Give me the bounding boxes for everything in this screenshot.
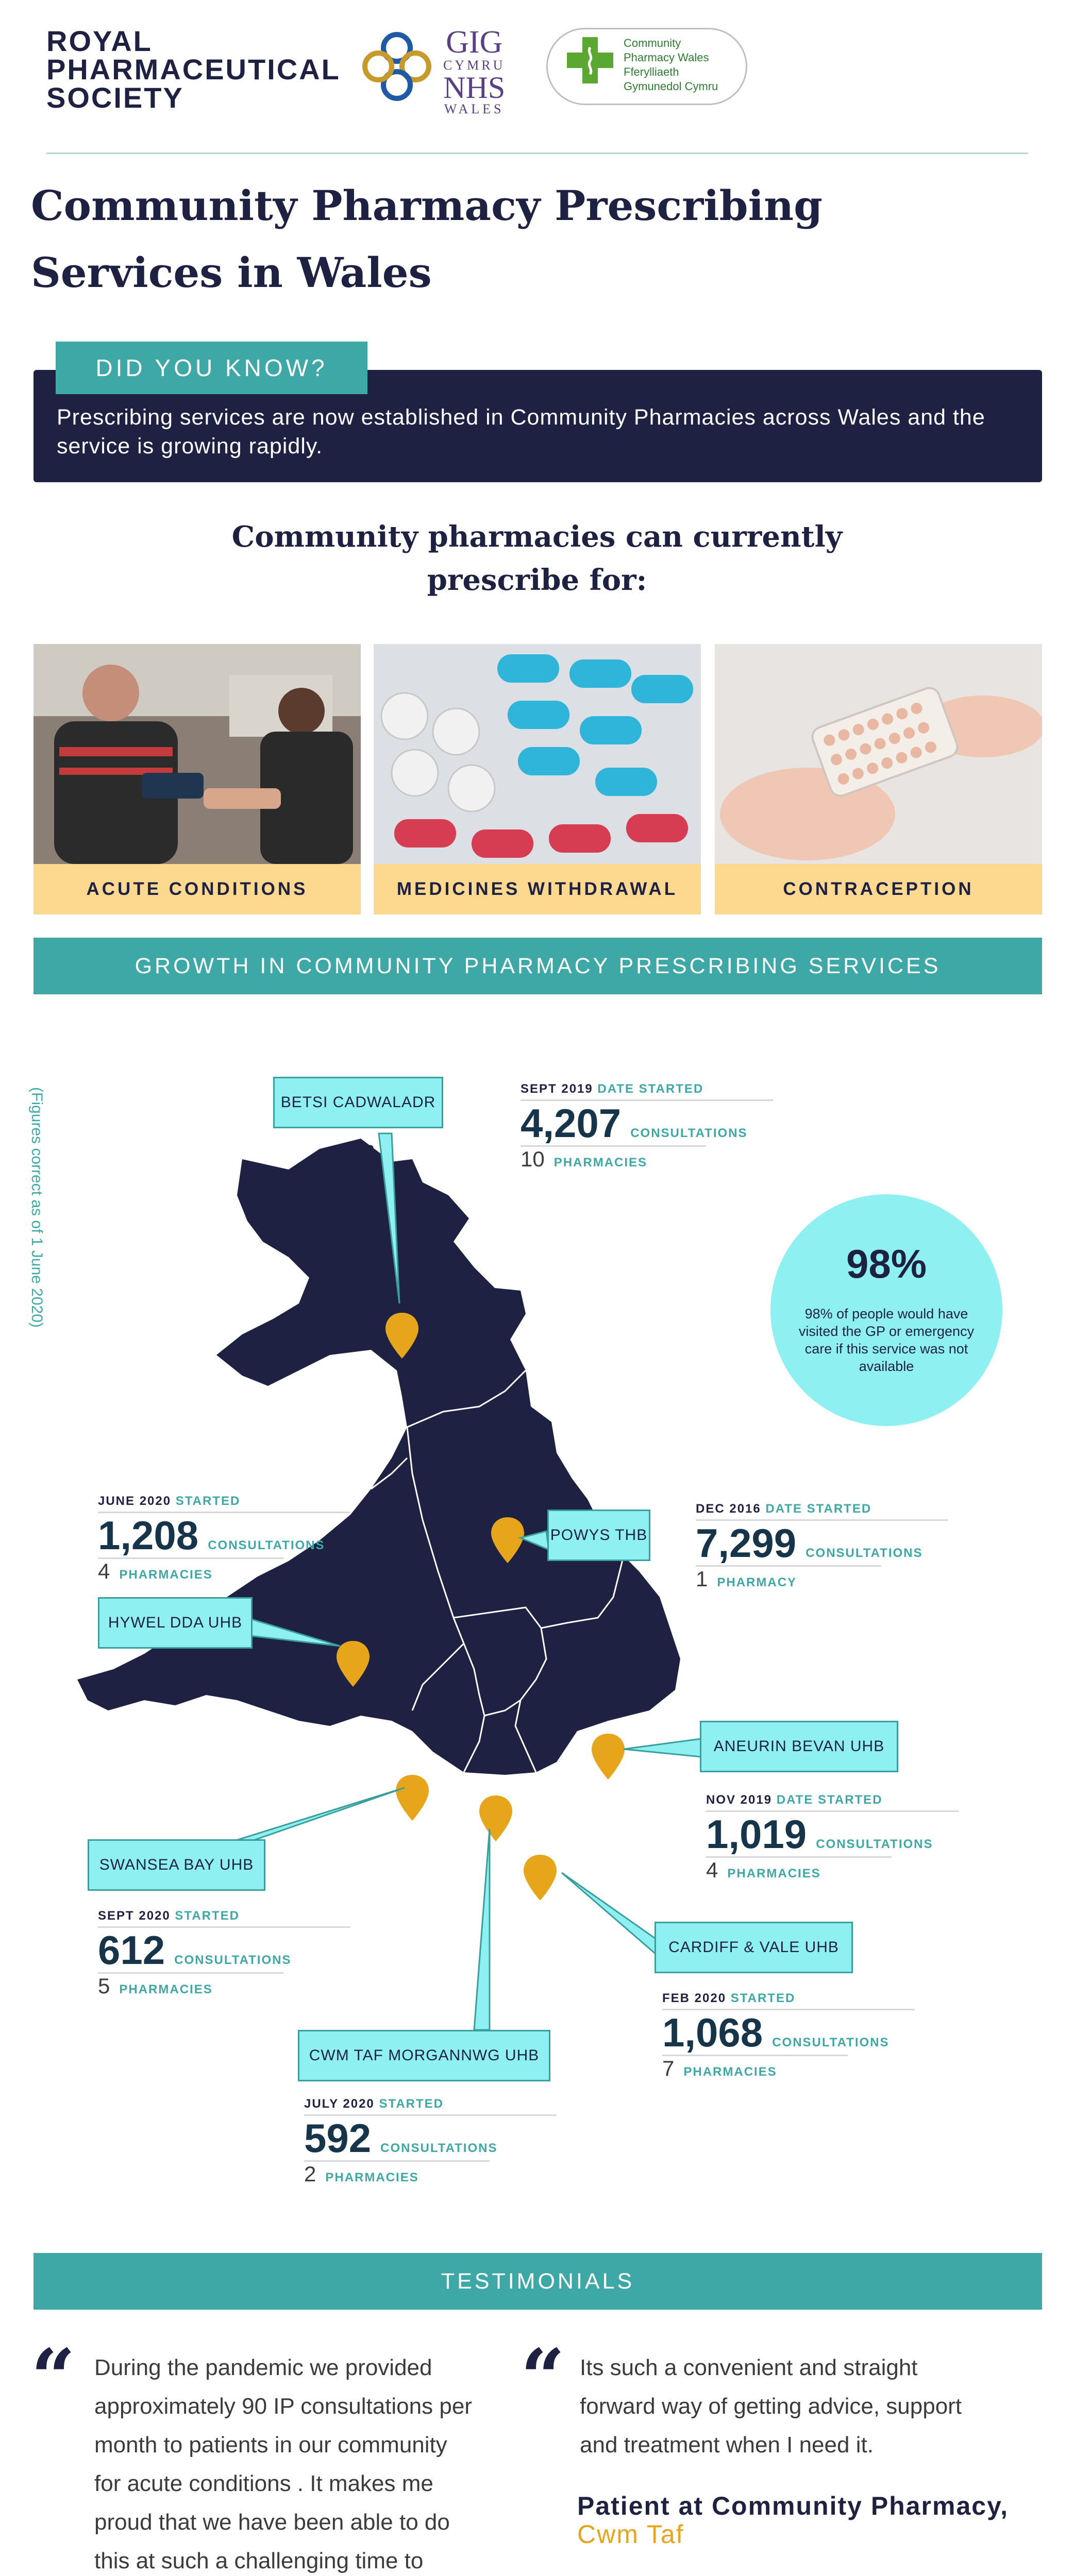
testimonial-line: During the pandemic we provided [94, 2355, 432, 2380]
gig-cymru-nhs-wales-logo [443, 27, 505, 116]
testimonial-1-text [94, 2348, 543, 2576]
pills-photo-icon [374, 644, 701, 864]
stat-pharmacies: 1 [696, 1567, 708, 1591]
stat-cardiff [662, 1991, 915, 2081]
stat-circle-98 [770, 1194, 1002, 1426]
stat-pharmacies-label: PHARMACIES [727, 1867, 821, 1880]
service-card-contraception [715, 644, 1042, 914]
stat-pharmacies-label: PHARMACIES [553, 1156, 648, 1170]
figures-note-text: (Figures correct as of 1 June 2020) [28, 1087, 45, 1328]
stat-consultations: 4,207 [521, 1100, 622, 1146]
stat-consultations: 1,068 [662, 2010, 763, 2055]
testimonial-2-name: Patient at Community Pharmacy, [577, 2492, 1009, 2520]
stat-pharmacies-label: PHARMACIES [683, 2065, 777, 2079]
stat-consultations-label: CONSULTATIONS [380, 2141, 498, 2155]
did-you-know-label: DID YOU KNOW? [56, 342, 367, 394]
nhs-text: NHS [443, 71, 506, 105]
stat-betsi [521, 1082, 773, 1172]
stat-cwm-taf [304, 2097, 557, 2187]
stat-circle-text: 98% of people would have visited the GP or emergency care if this service was not available [798, 1306, 975, 1374]
service-label-contraception: CONTRACEPTION [715, 864, 1042, 914]
stat-pharmacies: 2 [304, 2162, 316, 2186]
cpw-line: Pharmacy Wales [624, 51, 709, 64]
testimonial-line: approximately 90 IP consultations per [94, 2394, 472, 2419]
stat-pharmacies-label: PHARMACY [717, 1575, 797, 1589]
callout-hywel: HYWEL DDA UHB [98, 1597, 253, 1649]
cpw-logo-text [624, 36, 718, 94]
rps-logo-line: ROYAL [46, 25, 153, 57]
rps-logo-line: PHARMACEUTICAL [46, 53, 341, 86]
stat-pharmacies: 5 [98, 1974, 110, 1998]
service-label-medicines: MEDICINES WITHDRAWAL [374, 864, 701, 914]
stat-pharmacies: 4 [706, 1858, 718, 1882]
stat-tag: DATE STARTED [597, 1082, 704, 1096]
callout-betsi: BETSI CADWALADR UHB [273, 1077, 443, 1128]
stat-consultations: 1,208 [98, 1513, 199, 1558]
callout-aneurin: ANEURIN BEVAN UHB [700, 1721, 898, 1772]
stat-consultations-label: CONSULTATIONS [806, 1546, 923, 1560]
pin-aneurin-icon [592, 1734, 625, 1780]
testimonial-line: for acute conditions . It makes me [94, 2471, 433, 2496]
stat-pharmacies: 7 [662, 2056, 675, 2080]
service-label-acute: ACUTE CONDITIONS [33, 864, 361, 914]
stat-tag: STARTED [730, 1991, 796, 2005]
wales-map-shape [77, 1139, 680, 1775]
pin-cwm-taf-icon [479, 1795, 512, 1841]
pin-swansea-icon [396, 1775, 429, 1821]
stat-consultations-label: CONSULTATIONS [208, 1538, 325, 1552]
testimonial-2-place: Cwm Taf [577, 2520, 684, 2549]
stat-aneurin [706, 1793, 959, 1883]
testimonial-line: Its such a convenient and straight [580, 2355, 918, 2380]
stat-date: SEPT 2019 [521, 1082, 593, 1096]
stat-tag: DATE STARTED [776, 1793, 883, 1807]
stat-consultations: 1,019 [706, 1811, 807, 1857]
stat-tag: STARTED [175, 1909, 240, 1923]
stat-consultations: 592 [304, 2115, 372, 2161]
stat-date: NOV 2019 [706, 1793, 773, 1807]
stat-swansea [98, 1909, 350, 1998]
testimonial-2-text [580, 2348, 1044, 2464]
stat-consultations-label: CONSULTATIONS [174, 1953, 292, 1967]
pharmacy-cross-icon [564, 32, 616, 94]
cpw-line: Community [624, 37, 681, 49]
contraceptive-pack-photo-icon [715, 644, 1042, 864]
stat-powys [696, 1502, 948, 1591]
stat-date: JULY 2020 [304, 2097, 375, 2111]
rps-logo-line: SOCIETY [46, 81, 184, 114]
stat-pharmacies-label: PHARMACIES [325, 2171, 419, 2184]
pin-cardiff-icon [524, 1855, 557, 1901]
testimonial-line: month to patients in our community [94, 2432, 447, 2458]
did-you-know-text: Prescribing services are now established in Community Pharmacies across Wales and the service is growing rapidly. [57, 405, 985, 459]
stat-consultations-label: CONSULTATIONS [630, 1126, 748, 1140]
testimonials-banner: TESTIMONIALS [33, 2253, 1042, 2310]
testimonial-line: this at such a challenging time to [94, 2548, 424, 2573]
prescribe-heading: Community pharmacies can currently prescribe for: [231, 520, 843, 597]
stat-consultations-label: CONSULTATIONS [772, 2036, 890, 2049]
service-card-medicines [374, 644, 701, 914]
stat-tag: STARTED [379, 2097, 444, 2111]
cpw-line: Gymunedol Cymru [624, 80, 718, 93]
header-divider [46, 152, 1028, 154]
stat-date: JUNE 2020 [98, 1494, 172, 1508]
cpw-line: Fferylliaeth [624, 65, 679, 78]
testimonial-line: forward way of getting advice, support [580, 2394, 962, 2419]
callout-cwm-taf: CWM TAF MORGANNWG UHB [298, 2030, 550, 2081]
callout-cardiff: CARDIFF & VALE UHB [655, 1922, 853, 1973]
stat-tag: DATE STARTED [765, 1502, 872, 1516]
quote-mark-icon: “ [31, 2332, 76, 2423]
stat-date: FEB 2020 [662, 1991, 727, 2005]
stat-consultations-label: CONSULTATIONS [816, 1837, 933, 1851]
quote-mark-icon: “ [521, 2332, 565, 2423]
stat-pharmacies: 10 [521, 1147, 545, 1171]
stat-circle-value: 98% [846, 1241, 927, 1286]
cymru-text: CYMRU [443, 58, 506, 73]
stat-consultations: 7,299 [696, 1520, 797, 1566]
gig-text: GIG [446, 25, 503, 60]
testimonial-line: proud that we have been able to do [94, 2510, 450, 2535]
rps-logo [46, 27, 341, 112]
stat-pharmacies-label: PHARMACIES [119, 1568, 213, 1582]
callout-powys: POWYS THB [547, 1510, 650, 1561]
stat-pharmacies-label: PHARMACIES [119, 1982, 213, 1996]
testimonial-line: and treatment when I need it. [580, 2432, 874, 2458]
stat-pharmacies: 4 [98, 1559, 110, 1583]
wales-text: WALES [444, 101, 505, 116]
stat-hywel [98, 1494, 350, 1584]
stat-date: SEPT 2020 [98, 1909, 171, 1923]
service-card-acute [33, 644, 361, 914]
stat-tag: STARTED [175, 1494, 241, 1508]
page-title: Community Pharmacy Prescribing Services in Wales [31, 181, 823, 297]
blood-pressure-photo-icon [33, 644, 361, 864]
callout-swansea: SWANSEA BAY UHB [88, 1839, 265, 1891]
stat-consultations: 612 [98, 1927, 165, 1973]
stat-date: DEC 2016 [696, 1502, 761, 1516]
growth-banner: GROWTH IN COMMUNITY PHARMACY PRESCRIBING SERVICES [33, 938, 1042, 994]
